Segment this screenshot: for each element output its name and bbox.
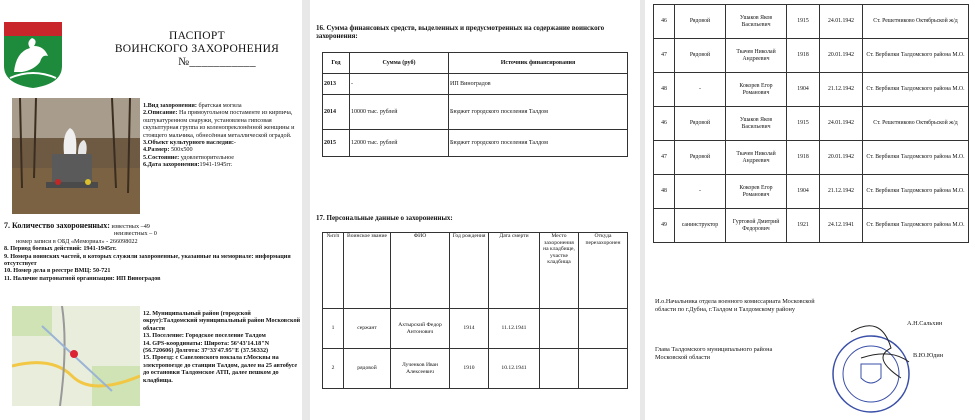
table-row: 2013 - ИП Виноградов: [323, 74, 628, 95]
table-row: 2014 10000 тыс. рублей Бюджет городского поселения Талдом: [323, 95, 628, 130]
table-row: 48 - Кокорев Егор Романович 1904 21.12.1942 Ст. Вербилки Талдомского района М.О.: [654, 175, 969, 209]
location-details: 12. Муниципальный район (городской округ):Талдомский муниципальный район Московской области 13. Поселение: Городское поселение Талдом 14. GPS-координаты: Широта: 56°43'14.18"N (56.720606) Долгота: 37°33'47.95"E (37.56332) 15. Проезд: с Савеловского вокзала г.Москвы на электропоезде до станции Талдом, далее на 25 автобусе до остановки Талдомское АТП, далее пешком до кладбища.: [143, 310, 301, 384]
table-row: 47 Рядовой Ткачев Николай Андреевич 1918 20.01.1942 Ст. Вербилки Талдомского района М.О.: [654, 39, 969, 73]
passport-page-1: [0, 0, 302, 420]
table-row: 49 санинструктор Гуртовой Дмитрий Федорович 1921 24.12.1941 Ст. Вербилки Талдомского района М.О.: [654, 209, 969, 243]
table-row: Год Сумма (руб) Источник финансирования: [323, 53, 628, 74]
table-row: 2015 12000 тыс. рублей Бюджет городского поселения Талдом: [323, 130, 628, 157]
head-name: В.Ю.Юдин: [913, 352, 944, 359]
table-row: 2 рядовой Лученков Иван Алексеевич 1910 10.12.1941: [323, 349, 628, 389]
table-row: 1 сержант Ахтырский Федор Антонович 1914 11.12.1941: [323, 309, 628, 349]
taldom-coat-of-arms-icon: [4, 22, 62, 88]
page-title: ПАСПОРТ ВОИНСКОГО ЗАХОРОНЕНИЯ №___________: [114, 30, 280, 68]
burials-table: [653, 4, 969, 243]
head-signature-text: Глава Талдомского муниципального района Московской области: [655, 346, 773, 361]
personal-table: [322, 232, 628, 389]
commissar-name: А.Н.Сальхин: [907, 320, 943, 327]
passport-page-2: [310, 0, 640, 420]
table-row: №п/п Воинское звание ФИО Год рождения Дата смерти Место захоронения на кладбище, участке кладбища Откуда перезахоронен: [323, 233, 628, 309]
burial-summary: 7. Количество захороненных: известных –49 неизвестных – 0 номер записи в ОБД «Мемориал» - 266098022 8. Период боевых действий: 1941-1945гг. 9. Номера воинских частей, в которых служили захороненные, указанные на мемориале: информация отсутствует 10. Номер дела в реестре ВМЦ: 50-721 11. Наличие патронатной организации: ИП Виноградов: [4, 221, 291, 282]
location-map: [12, 306, 140, 406]
passport-fields: 1.Вид захоронения: братская могила 2.Описание: На прямоугольном постаменте из кирпича, оштукатуренном снаружи, установлена гипсовая скульптурная группа из коленопреклонённой женщины и стоящего мальчика, обнесённая металлической оградой. 3.Объект культурного наследия:- 4.Размер: 500х500 5.Состояние: удовлетворительное 6.Дата захоронения:1941-1945гг.: [143, 102, 295, 169]
table-row: 46 Рядовой Ушаков Яков Васильевич 1915 24.01.1942 Ст. Решетниково Октябрьской ж/д: [654, 107, 969, 141]
finance-heading: 16. Сумма финансовых средств, выделенных и предусмотренных на содержание воинского захоронения:: [316, 24, 605, 41]
table-row: 48 - Кокорев Егор Романович 1904 21.12.1942 Ст. Вербилки Талдомского района М.О.: [654, 73, 969, 107]
memorial-photo: [12, 98, 140, 214]
table-row: 47 Рядовой Ткачев Николай Андреевич 1918 20.01.1942 Ст. Вербилки Талдомского района М.О.: [654, 141, 969, 175]
official-stamp: [831, 318, 921, 418]
table-row: 46 Рядовой Ушаков Яков Васильевич 1915 24.01.1942 Ст. Решетниково Октябрьской ж/д: [654, 5, 969, 39]
commissar-signature-text: И.о.Начальника отдела военного комиссариата Московской области по г.Дубна, г.Талдом и Талдомскому району: [655, 298, 815, 313]
personal-heading: 17. Персональные данные о захороненных:: [316, 214, 453, 222]
finance-table: [322, 52, 628, 157]
passport-page-3: [645, 0, 975, 420]
